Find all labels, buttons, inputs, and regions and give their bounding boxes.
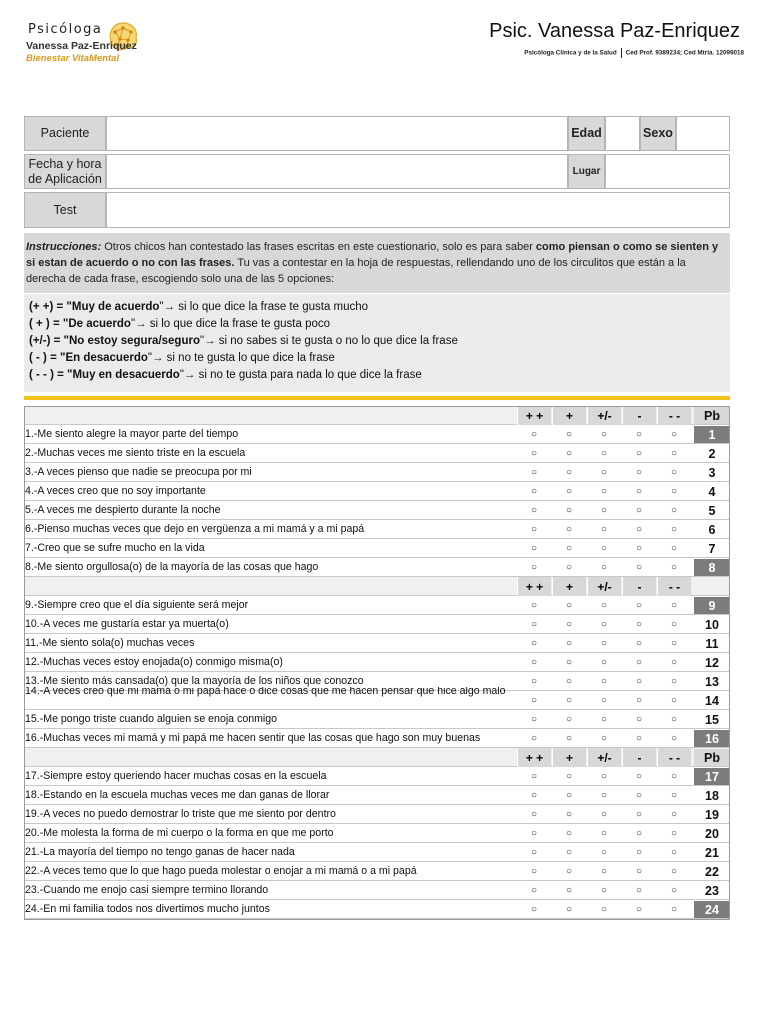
option-label: Muy en desacuerdo: [72, 369, 180, 381]
answer-radio[interactable]: ○: [670, 866, 678, 877]
answer-radio[interactable]: ○: [530, 562, 538, 573]
question-row: [24, 615, 730, 634]
answer-radio[interactable]: ○: [600, 657, 608, 668]
answer-radio[interactable]: ○: [635, 486, 643, 497]
question-text: 19.-A veces no puedo demostrar lo triste que me siento por dentro: [25, 808, 336, 820]
answer-radio[interactable]: ○: [635, 695, 643, 706]
option-description: "→ si no sabes si te gusta o no lo que dice la frase: [199, 335, 458, 347]
column-header: +/-: [587, 748, 621, 767]
answer-radio[interactable]: ○: [635, 828, 643, 839]
answer-radio[interactable]: ○: [600, 562, 608, 573]
column-header: - -: [657, 748, 691, 767]
question-text: 6.-Pienso muchas veces que dejo en vergüenza a mi mamá y a mi papá: [25, 523, 365, 535]
column-header: - -: [657, 577, 691, 596]
problem-number: 9: [694, 597, 730, 614]
answer-radio[interactable]: ○: [600, 524, 608, 535]
option-code: ( - ) = ": [29, 352, 66, 364]
answer-radio[interactable]: ○: [530, 486, 538, 497]
problem-number: 24: [694, 901, 730, 918]
divider: [621, 48, 622, 58]
answer-radio[interactable]: ○: [565, 638, 573, 649]
option-label: Muy de acuerdo: [71, 301, 160, 313]
answer-radio[interactable]: ○: [670, 467, 678, 478]
answer-radio[interactable]: ○: [670, 695, 678, 706]
question-row: [24, 444, 730, 463]
option-description: "→ si no te gusta para nada lo que dice la frase: [179, 369, 422, 381]
column-header-row: [24, 406, 730, 425]
question-text: 1.-Me siento alegre la mayor parte del tiempo: [25, 428, 239, 440]
answer-radio[interactable]: ○: [565, 714, 573, 725]
column-header: -: [622, 406, 656, 425]
column-header: +: [552, 406, 586, 425]
sex-field[interactable]: [676, 116, 730, 151]
answer-radio[interactable]: ○: [530, 543, 538, 554]
answer-radio[interactable]: ○: [670, 448, 678, 459]
logo-tagline: Bienestar VitaMental: [26, 53, 120, 64]
answer-radio[interactable]: ○: [530, 809, 538, 820]
column-header: +/-: [587, 406, 621, 425]
answer-radio[interactable]: ○: [600, 448, 608, 459]
problem-number: 16: [694, 730, 730, 747]
answer-radio[interactable]: ○: [635, 543, 643, 554]
problem-number: 19: [705, 807, 719, 822]
answer-radio[interactable]: ○: [600, 885, 608, 896]
answer-radio[interactable]: ○: [635, 809, 643, 820]
question-row: [24, 824, 730, 843]
answer-options-legend: [24, 294, 730, 392]
answer-radio[interactable]: ○: [530, 619, 538, 630]
pb-header: Pb: [694, 407, 730, 424]
problem-number: 3: [708, 465, 716, 480]
answer-radio[interactable]: ○: [565, 733, 573, 744]
pb-header: [694, 578, 730, 595]
instructions-bold: como piensan o como se sienten y si estan de acuerdo o no con las frases.: [26, 241, 719, 269]
answer-radio[interactable]: ○: [600, 486, 608, 497]
column-header-row: [24, 748, 730, 767]
answer-radio[interactable]: ○: [635, 505, 643, 516]
problem-number: 11: [705, 636, 719, 651]
answer-radio[interactable]: ○: [635, 600, 643, 611]
column-header-row: [24, 577, 730, 596]
logo: [24, 20, 139, 66]
option-code: ( + ) = ": [29, 318, 69, 330]
problem-number: 2: [708, 446, 716, 461]
answer-radio[interactable]: ○: [635, 638, 643, 649]
question-row: [24, 539, 730, 558]
question-row: [24, 881, 730, 900]
answer-radio[interactable]: ○: [635, 885, 643, 896]
question-text: 3.-A veces pienso que nadie se preocupa por mi: [25, 466, 252, 478]
question-text: 14.-A veces creo que mi mamá o mi papá hace o dice cosas que me hacen pensar que hice algo malo: [25, 687, 506, 697]
column-header: -: [622, 748, 656, 767]
question-row: [24, 786, 730, 805]
answer-radio[interactable]: ○: [530, 524, 538, 535]
date-label: Fecha y hora de Aplicación: [24, 154, 106, 189]
age-field[interactable]: [605, 116, 640, 151]
option-description: "→ si lo que dice la frase te gusta poco: [130, 318, 331, 330]
answer-radio[interactable]: ○: [635, 467, 643, 478]
answer-radio[interactable]: ○: [530, 429, 538, 440]
answer-radio[interactable]: ○: [635, 904, 643, 915]
psychologist-name: Psic. Vanessa Paz-Enriquez: [489, 20, 740, 42]
answer-radio[interactable]: ○: [530, 828, 538, 839]
question-row: [24, 862, 730, 881]
answer-radio[interactable]: ○: [670, 904, 678, 915]
answer-radio[interactable]: ○: [635, 448, 643, 459]
answer-radio[interactable]: ○: [635, 790, 643, 801]
option-code: ( - - ) = ": [29, 369, 73, 381]
question-text: 12.-Muchas veces estoy enojada(o) conmigo misma(o): [25, 656, 283, 668]
answer-radio[interactable]: ○: [565, 505, 573, 516]
question-row: [24, 425, 730, 444]
question-row: [24, 843, 730, 862]
answer-radio[interactable]: ○: [670, 486, 678, 497]
problem-number: 14: [705, 693, 719, 708]
answer-radio[interactable]: ○: [565, 885, 573, 896]
option-code: (+/-) = ": [29, 335, 69, 347]
question-text: 11.-Me siento sola(o) muchas veces: [25, 637, 195, 649]
problem-number: 5: [708, 503, 716, 518]
answer-radio[interactable]: ○: [530, 771, 538, 782]
answer-radio[interactable]: ○: [600, 733, 608, 744]
answer-radio[interactable]: ○: [530, 695, 538, 706]
problem-number: 6: [708, 522, 716, 537]
question-text: 22.-A veces temo que lo que hago pueda molestar o enojar a mi mamá o a mi papá: [25, 865, 417, 877]
instructions: [24, 233, 730, 293]
column-header: +: [552, 748, 586, 767]
answer-radio[interactable]: ○: [530, 714, 538, 725]
problem-number: 8: [694, 559, 730, 576]
column-header: +: [552, 577, 586, 596]
answer-radio[interactable]: ○: [670, 657, 678, 668]
problem-number: 7: [708, 541, 716, 556]
question-row: [24, 767, 730, 786]
answer-radio[interactable]: ○: [670, 505, 678, 516]
answer-radio[interactable]: ○: [565, 809, 573, 820]
option-line: [29, 299, 730, 316]
question-text: 23.-Cuando me enojo casi siempre termino llorando: [25, 884, 269, 896]
answer-radio[interactable]: ○: [600, 600, 608, 611]
column-header: + +: [517, 748, 551, 767]
answer-radio[interactable]: ○: [600, 695, 608, 706]
question-row: [24, 710, 730, 729]
column-header: -: [622, 577, 656, 596]
test-label: Test: [24, 192, 106, 228]
answer-radio[interactable]: ○: [600, 638, 608, 649]
answer-radio[interactable]: ○: [565, 600, 573, 611]
option-line: [29, 367, 730, 384]
license-text: Ced Prof. 9389234; Ced Mtria. 12099018: [625, 49, 744, 57]
answer-radio[interactable]: ○: [565, 562, 573, 573]
answer-radio[interactable]: ○: [530, 638, 538, 649]
answer-radio[interactable]: ○: [530, 885, 538, 896]
answer-radio[interactable]: ○: [600, 619, 608, 630]
answer-radio[interactable]: ○: [565, 771, 573, 782]
problem-number: 22: [705, 864, 719, 879]
option-line: [29, 350, 730, 367]
answer-radio[interactable]: ○: [670, 676, 678, 687]
problem-number: 15: [705, 712, 719, 727]
answer-radio[interactable]: ○: [670, 562, 678, 573]
patient-field[interactable]: [106, 116, 568, 151]
answer-radio[interactable]: ○: [600, 771, 608, 782]
question-text: 8.-Me siento orgullosa(o) de la mayoría de las cosas que hago: [25, 561, 319, 573]
option-description: "→ si lo que dice la frase te gusta mucho: [159, 301, 369, 313]
answer-radio[interactable]: ○: [670, 847, 678, 858]
column-header: + +: [517, 577, 551, 596]
credentials: [524, 48, 744, 58]
answer-radio[interactable]: ○: [635, 866, 643, 877]
question-row: [24, 900, 730, 919]
option-code: (+ +) = ": [29, 301, 72, 313]
answer-radio[interactable]: ○: [635, 524, 643, 535]
answer-radio[interactable]: ○: [600, 866, 608, 877]
answer-radio[interactable]: ○: [565, 828, 573, 839]
question-text: 10.-A veces me gustaría estar ya muerta(o): [25, 618, 229, 630]
answer-radio[interactable]: ○: [600, 676, 608, 687]
answer-radio[interactable]: ○: [670, 809, 678, 820]
question-text: 20.-Me molesta la forma de mi cuerpo o la forma en que me porto: [25, 827, 334, 839]
option-label: En desacuerdo: [65, 352, 148, 364]
logo-name: Vanessa Paz-Enriquez: [26, 40, 137, 52]
answer-radio[interactable]: ○: [670, 733, 678, 744]
question-text: 17.-Siempre estoy queriendo hacer muchas cosas en la escuela: [25, 770, 327, 782]
specialty-text: Psicóloga Clínica y de la Salud: [524, 49, 617, 57]
instructions-text-2: Tu vas a contestar en la hoja de respuestas, rellendando uno de los circulitos que están a la derecha de cada frase, escogiendo solo una de las 5 opciones:: [26, 257, 686, 285]
answer-radio[interactable]: ○: [565, 790, 573, 801]
answer-radio[interactable]: ○: [600, 505, 608, 516]
option-line: [29, 316, 730, 333]
answer-radio[interactable]: ○: [635, 771, 643, 782]
answer-radio[interactable]: ○: [635, 619, 643, 630]
answer-radio[interactable]: ○: [565, 847, 573, 858]
patient-row: [24, 116, 730, 151]
question-row: [24, 687, 730, 710]
answer-radio[interactable]: ○: [565, 524, 573, 535]
divider-line: [24, 396, 730, 400]
answer-radio[interactable]: ○: [530, 866, 538, 877]
question-text: 18.-Estando en la escuela muchas veces me dan ganas de llorar: [25, 789, 330, 801]
answer-radio[interactable]: ○: [600, 847, 608, 858]
answer-radio[interactable]: ○: [530, 904, 538, 915]
patient-label: Paciente: [24, 116, 106, 151]
answer-radio[interactable]: ○: [600, 543, 608, 554]
answer-radio[interactable]: ○: [670, 828, 678, 839]
option-label: De acuerdo: [68, 318, 131, 330]
problem-number: 1: [694, 426, 730, 443]
question-row: [24, 558, 730, 577]
answer-radio[interactable]: ○: [530, 505, 538, 516]
date-row: [24, 154, 730, 189]
problem-number: 23: [705, 883, 719, 898]
date-field[interactable]: [106, 154, 568, 189]
question-text: 15.-Me pongo triste cuando alguien se enoja conmigo: [25, 713, 278, 725]
answer-radio[interactable]: ○: [670, 885, 678, 896]
answer-radio[interactable]: ○: [600, 429, 608, 440]
answer-radio[interactable]: ○: [565, 467, 573, 478]
answer-radio[interactable]: ○: [635, 657, 643, 668]
question-text: 16.-Muchas veces mi mamá y mi papá me hacen sentir que las cosas que hago son muy buenas: [25, 732, 481, 744]
question-row: [24, 805, 730, 824]
problem-number: 4: [708, 484, 716, 499]
question-row: [24, 729, 730, 748]
option-label: No estoy segura/seguro: [68, 335, 200, 347]
answer-radio[interactable]: ○: [600, 714, 608, 725]
pb-header: Pb: [694, 749, 730, 766]
answer-radio[interactable]: ○: [670, 638, 678, 649]
answer-radio[interactable]: ○: [530, 847, 538, 858]
answer-radio[interactable]: ○: [670, 619, 678, 630]
question-row: [24, 634, 730, 653]
test-field[interactable]: [106, 192, 730, 228]
logo-title: Psicóloga: [28, 22, 103, 37]
answer-radio[interactable]: ○: [670, 771, 678, 782]
answer-radio[interactable]: ○: [565, 676, 573, 687]
answer-radio[interactable]: ○: [565, 657, 573, 668]
answer-radio[interactable]: ○: [670, 524, 678, 535]
answer-radio[interactable]: ○: [600, 809, 608, 820]
answer-radio[interactable]: ○: [530, 448, 538, 459]
answer-radio[interactable]: ○: [530, 467, 538, 478]
place-label: Lugar: [568, 154, 605, 189]
answer-radio[interactable]: ○: [530, 676, 538, 687]
question-text: 24.-En mi familia todos nos divertimos mucho juntos: [25, 903, 270, 915]
answer-radio[interactable]: ○: [600, 467, 608, 478]
question-text: 4.-A veces creo que no soy importante: [25, 485, 206, 497]
answer-radio[interactable]: ○: [670, 714, 678, 725]
problem-number: 21: [705, 845, 719, 860]
answer-radio[interactable]: ○: [635, 429, 643, 440]
answer-radio[interactable]: ○: [635, 562, 643, 573]
age-label: Edad: [568, 116, 605, 151]
problem-number: 12: [705, 655, 719, 670]
test-row: [24, 192, 730, 228]
answer-radio[interactable]: ○: [565, 695, 573, 706]
question-text: 21.-La mayoría del tiempo no tengo ganas de hacer nada: [25, 846, 295, 858]
problem-number: 17: [694, 768, 730, 785]
answer-radio[interactable]: ○: [635, 733, 643, 744]
instructions-lead: Instrucciones:: [26, 241, 102, 253]
answer-radio[interactable]: ○: [635, 714, 643, 725]
answer-radio[interactable]: ○: [600, 828, 608, 839]
question-row: [24, 463, 730, 482]
answer-radio[interactable]: ○: [635, 676, 643, 687]
answer-radio[interactable]: ○: [565, 619, 573, 630]
answer-radio[interactable]: ○: [530, 600, 538, 611]
answer-radio[interactable]: ○: [565, 866, 573, 877]
answer-radio[interactable]: ○: [670, 543, 678, 554]
problem-number: 20: [705, 826, 719, 841]
question-row: [24, 596, 730, 615]
question-text: 9.-Siempre creo que el día siguiente será mejor: [25, 599, 249, 611]
questionnaire-table: [24, 406, 730, 919]
answer-radio[interactable]: ○: [670, 600, 678, 611]
answer-radio[interactable]: ○: [565, 543, 573, 554]
question-row: [24, 482, 730, 501]
answer-radio[interactable]: ○: [670, 790, 678, 801]
answer-radio[interactable]: ○: [565, 429, 573, 440]
problem-number: 18: [705, 788, 719, 803]
answer-radio[interactable]: ○: [600, 904, 608, 915]
answer-radio[interactable]: ○: [565, 486, 573, 497]
problem-number: 13: [705, 674, 719, 689]
question-row: [24, 653, 730, 672]
answer-radio[interactable]: ○: [635, 847, 643, 858]
answer-radio[interactable]: ○: [670, 429, 678, 440]
sex-label: Sexo: [640, 116, 676, 151]
problem-number: 10: [705, 617, 719, 632]
option-line: [29, 333, 730, 350]
answer-radio[interactable]: ○: [565, 448, 573, 459]
answer-radio[interactable]: ○: [565, 904, 573, 915]
question-text: 7.-Creo que se sufre mucho en la vida: [25, 542, 205, 554]
answer-radio[interactable]: ○: [530, 790, 538, 801]
question-text: 5.-A veces me despierto durante la noche: [25, 504, 221, 516]
column-header: - -: [657, 406, 691, 425]
answer-radio[interactable]: ○: [600, 790, 608, 801]
answer-radio[interactable]: ○: [530, 657, 538, 668]
question-text: 2.-Muchas veces me siento triste en la escuela: [25, 447, 246, 459]
option-description: "→ si no te gusta lo que dice la frase: [147, 352, 335, 364]
question-text: 13.-Me siento más cansada(o) que la mayoría de los niños que conozco: [25, 675, 364, 687]
column-header: +/-: [587, 577, 621, 596]
question-row: [24, 501, 730, 520]
answer-radio[interactable]: ○: [530, 733, 538, 744]
column-header: + +: [517, 406, 551, 425]
question-row: [24, 520, 730, 539]
instructions-text-1: Otros chicos han contestado las frases escritas en este cuestionario, solo es para saber: [101, 241, 536, 253]
place-field[interactable]: [605, 154, 730, 189]
